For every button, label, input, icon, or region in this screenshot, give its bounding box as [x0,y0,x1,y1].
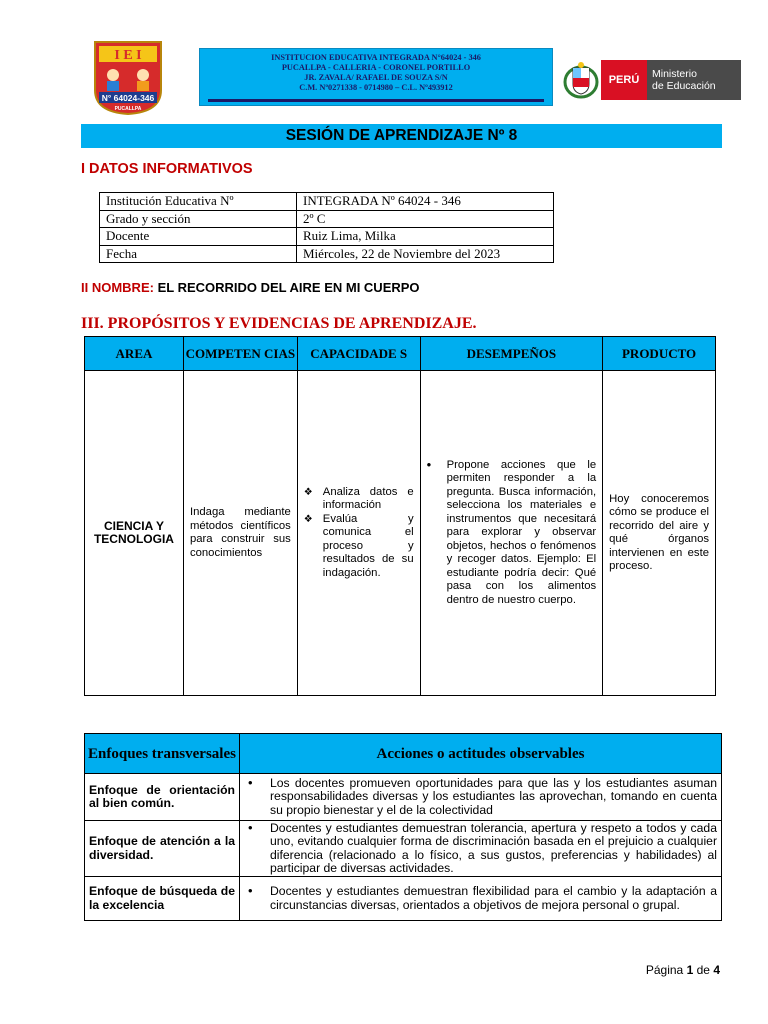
enfoque-name: Enfoque de atención a la diversidad. [85,821,240,877]
table-header-row [85,734,722,774]
enfoque-action [240,774,722,821]
area-cell: CIENCIA Y TECNOLOGIA [85,371,184,696]
capacidades-cell [297,371,420,696]
table-row [85,877,722,921]
info-table [99,192,554,263]
info-label: Institución Educativa Nº [100,193,297,211]
of-label: de [696,963,710,977]
info-label: Fecha [100,245,297,263]
enfoque-name: Enfoque de orientación al bien común. [85,774,240,821]
info-label: Docente [100,228,297,246]
info-value: 2º C [297,210,554,228]
logo-code-text: N° 64024-346 [101,93,155,103]
section3-heading: III. PROPÓSITOS Y EVIDENCIAS DE APRENDIZAJE. [81,315,477,332]
list-item: • Docentes y estudiantes demuestran tolerancia, apertura y respeto a todos y cada uno, evitando cualquier forma de discriminación basada en el prejuicio a cualquier diferencia (relacionado a lo físico, a sus gustos, preferencias y habilidades) al participar de diversas actividades. [244,822,717,875]
national-shield-icon [563,60,599,100]
enfoque-action [240,821,722,877]
info-value: INTEGRADA Nº 64024 - 346 [297,193,554,211]
column-header: PRODUCTO [603,337,716,371]
column-header: DESEMPEÑOS [420,337,603,371]
ministry-label [647,60,741,100]
page-number: 1 [686,963,694,977]
info-value: Ruiz Lima, Milka [297,228,554,246]
institution-line: PUCALLPA - CALLERIA - CORONEL PORTILLO [281,63,471,72]
section2-name [81,280,420,295]
ministry-line: de Educación [652,80,716,92]
ministry-line: Ministerio [652,68,697,80]
section1-heading: I DATOS INFORMATIVOS [81,161,253,177]
enfoques-table [84,733,722,921]
info-value: Miércoles, 22 de Noviembre del 2023 [297,245,554,263]
table-row [100,228,554,246]
list-item: • Propone acciones que le permiten responder a la pregunta. Busca información, selecciona los materiales e instrumentos que necesitará para explorar y observar objetos, hechos o fenómenos y recoger datos. Ejemplo: El estudiante podría decir: Qué pasa con los alimentos dentro de nuestro cuerpo. [423,459,597,608]
institution-line: C.M. Nº0271338 - 0714980 – C.L. Nº493912 [299,83,453,92]
table-row [100,245,554,263]
page-label: Página [645,963,684,977]
table-row [85,371,716,696]
table-row [100,193,554,211]
column-header: COMPETEN CIAS [183,337,297,371]
page-total: 4 [713,963,720,977]
peru-label: PERÚ [601,60,647,100]
info-label: Grado y sección [100,210,297,228]
header-underline [208,99,544,102]
enfoque-name: Enfoque de búsqueda de la excelencia [85,877,240,921]
logo-city-text: PUCALLPA [114,106,142,112]
enfoque-action [240,877,722,921]
list-item: ❖ Analiza datos e información [300,486,414,513]
column-header: Acciones o actitudes observables [240,734,722,774]
producto-cell: Hoy conoceremos cómo se produce el recorrido del aire y qué órganos intervienen en este proceso. [603,371,716,696]
page-footer [646,963,720,977]
school-logo [93,40,163,115]
session-title: SESIÓN DE APRENDIZAJE Nº 8 [81,124,722,148]
desempenos-cell [420,371,603,696]
list-item: • Los docentes promueven oportunidades para que las y los estudiantes asuman responsabilidades diversas y los estudiantes las aprovechan, tomando en cuenta su propio bienestar y el de la colectividad [244,777,717,817]
table-row [100,210,554,228]
ministry-logo [601,60,741,100]
section2-label: II NOMBRE: [81,280,154,295]
institution-header [199,48,553,106]
list-item: • Docentes y estudiantes demuestran flexibilidad para el cambio y la adaptación a circunstancias diversas, orientados a objetivos de mejora personal o grupal. [244,885,717,911]
competencia-cell: Indaga mediante métodos científicos para construir sus conocimientos [183,371,297,696]
column-header: AREA [85,337,184,371]
column-header: Enfoques transversales [85,734,240,774]
list-item: ❖ Evalúa y comunica el proceso y resultados de su indagación. [300,513,414,581]
institution-line: JR. ZAVALA/ RAFAEL DE SOUZA S/N [304,73,448,82]
logo-banner-text: I E I [114,48,142,63]
column-header: CAPACIDADE S [297,337,420,371]
table-header-row [85,337,716,371]
table-row [85,774,722,821]
table-row [85,821,722,877]
institution-line: INSTITUCION EDUCATIVA INTEGRADA N°64024 - 346 [271,53,481,62]
purposes-table [84,336,716,696]
section2-value: EL RECORRIDO DEL AIRE EN MI CUERPO [157,280,420,295]
